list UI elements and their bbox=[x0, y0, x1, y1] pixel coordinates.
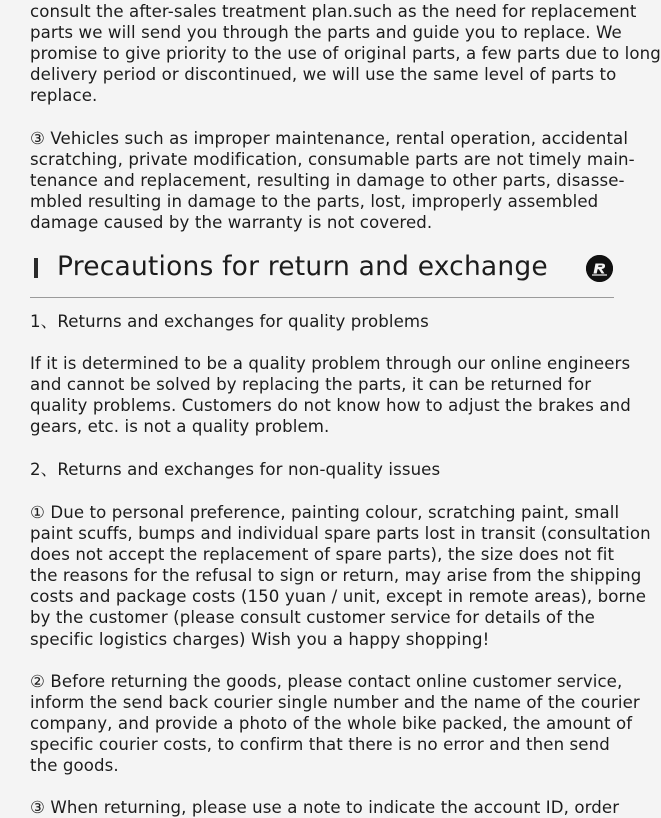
text-line: replace. bbox=[30, 86, 98, 106]
text-line: consult the after-sales treatment plan.such as the need for replacement bbox=[30, 2, 637, 21]
section-divider bbox=[30, 297, 614, 298]
text-line: specific courier costs, to confirm that there is no error and then send bbox=[30, 735, 610, 755]
text-line: does not accept the replacement of spare parts), the size does not fit bbox=[30, 545, 615, 565]
non-quality-item-2 bbox=[30, 671, 640, 776]
text-line: ② Before returning the goods, please contact online customer service, bbox=[30, 672, 623, 691]
text-line: and cannot be solved by replacing the parts, it can be returned for bbox=[30, 375, 592, 395]
text-line: the goods. bbox=[30, 756, 119, 776]
text-line: tenance and replacement, resulting in damage to other parts, disasse- bbox=[30, 171, 625, 191]
text-line: 1、Returns and exchanges for quality problems bbox=[30, 312, 429, 331]
text-line: paint scuffs, bumps and individual spare parts lost in transit (consultation bbox=[30, 524, 651, 544]
intro-paragraph bbox=[30, 1, 661, 106]
text-line: scratching, private modification, consumable parts are not timely main- bbox=[30, 150, 635, 170]
text-line: specific logistics charges) Wish you a happy shopping! bbox=[30, 629, 490, 649]
text-line: parts we will send you through the parts and guide you to replace. We bbox=[30, 23, 622, 43]
text-line: ① Due to personal preference, painting colour, scratching paint, small bbox=[30, 503, 620, 522]
heading-accent-bar bbox=[34, 258, 38, 278]
non-quality-item-1 bbox=[30, 502, 651, 650]
text-line: quality problems. Customers do not know how to adjust the brakes and bbox=[30, 396, 631, 416]
section-title: Precautions for return and exchange bbox=[57, 251, 548, 282]
text-line: costs and package costs (150 yuan / unit, except in remote areas), borne bbox=[30, 587, 647, 607]
warranty-exclusion-paragraph bbox=[30, 128, 635, 233]
text-line: ③ Vehicles such as improper maintenance, rental operation, accidental bbox=[30, 129, 629, 148]
quality-heading bbox=[30, 311, 429, 332]
non-quality-item-3-partial bbox=[30, 797, 619, 818]
text-line: company, and provide a photo of the whole bike packed, the amount of bbox=[30, 714, 633, 734]
text-line: gears, etc. is not a quality problem. bbox=[30, 417, 330, 437]
text-line: If it is determined to be a quality problem through our online engineers bbox=[30, 354, 631, 373]
text-line: by the customer (please consult customer service for details of the bbox=[30, 608, 595, 628]
text-line: delivery period or discontinued, we will use the same level of parts to bbox=[30, 65, 617, 85]
text-line: ③ When returning, please use a note to indicate the account ID, order bbox=[30, 798, 620, 817]
text-line: mbled resulting in damage to the parts, lost, improperly assembled bbox=[30, 192, 599, 212]
section-heading bbox=[30, 248, 614, 288]
text-line: 2、Returns and exchanges for non-quality issues bbox=[30, 460, 441, 479]
text-line: damage caused by the warranty is not covered. bbox=[30, 213, 433, 233]
text-line: promise to give priority to the use of original parts, a few parts due to long bbox=[30, 44, 661, 64]
text-line: inform the send back courier single number and the name of the courier bbox=[30, 693, 640, 713]
non-quality-heading bbox=[30, 459, 440, 480]
quality-paragraph bbox=[30, 353, 631, 437]
brand-logo-icon bbox=[586, 255, 613, 282]
text-line: the reasons for the refusal to sign or return, may arise from the shipping bbox=[30, 566, 642, 586]
